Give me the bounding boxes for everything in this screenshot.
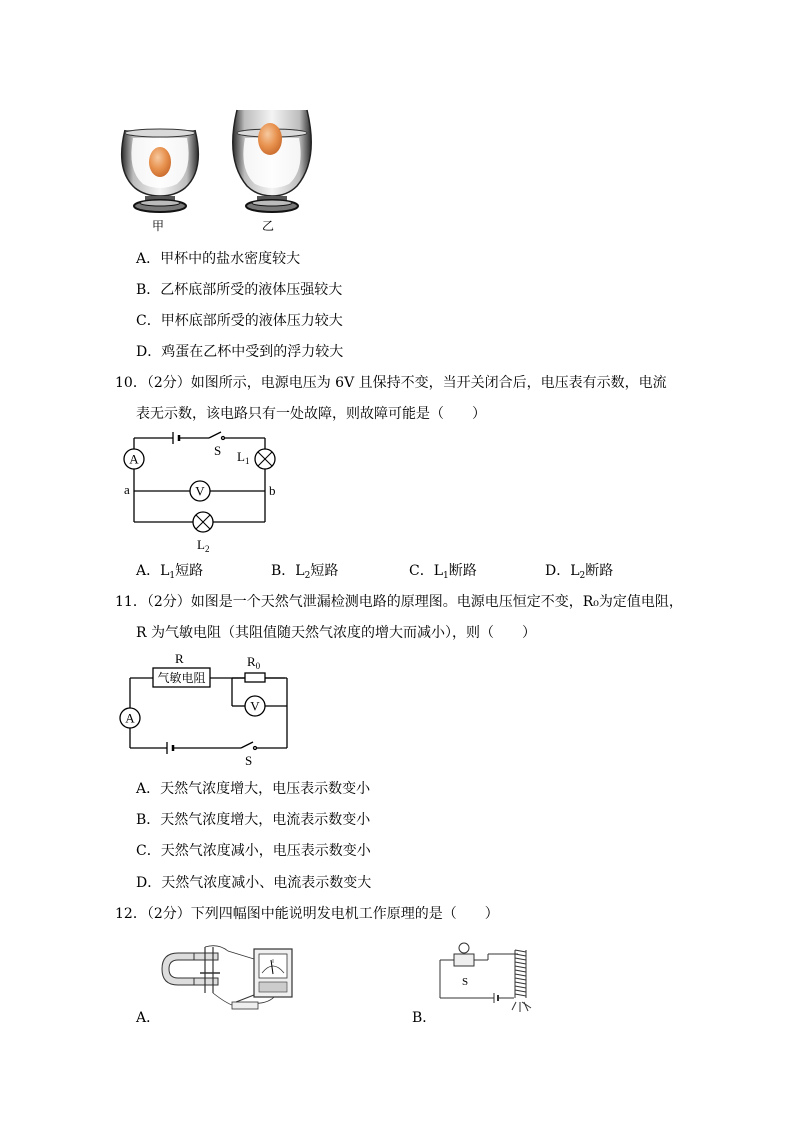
- q10-option-a: A．$L_1$短路: [136, 563, 204, 581]
- bulb: [459, 943, 469, 953]
- q10-voltmeter: [190, 481, 210, 501]
- q10-ammeter-label: A: [129, 451, 139, 467]
- q10-stem-line1: 10．（2分）如图所示，电源电压为 6V 且保持不变，当开关闭合后，电压表有示数，电流: [115, 375, 667, 391]
- q11-switch-blade: [241, 742, 253, 748]
- q10-option-c: C．$L_1$断路: [409, 563, 477, 581]
- cup-yi: [233, 110, 311, 212]
- q11-gas-resistor: [153, 668, 210, 687]
- cup-label-yi: 乙: [262, 219, 275, 233]
- q9-option-a: A．甲杯中的盐水密度较大: [136, 251, 301, 267]
- q11-ammeter: [120, 708, 140, 728]
- cup-label-jia: 甲: [152, 219, 165, 233]
- q11-r0-label: $R_0$: [247, 654, 261, 671]
- q11-ammeter-label: A: [125, 710, 135, 726]
- q10-node-b: b: [269, 483, 276, 498]
- q11-voltmeter-label: V: [250, 698, 260, 714]
- q11-stem-line2: R 为气敏电阻（其阻值随天然气浓度的增大而减小），则（ ）: [136, 625, 536, 641]
- egg-yi: [258, 123, 282, 155]
- q12-option-a-label: A．: [136, 1010, 161, 1026]
- q10-ammeter: [124, 449, 144, 469]
- q9-option-b: B．乙杯底部所受的液体压强较大: [136, 282, 343, 298]
- q10-lamp-l2: [193, 512, 213, 532]
- q9-cups-figure: [115, 100, 315, 235]
- q11-r0-resistor: [245, 673, 265, 682]
- q10-switch-blade: [209, 432, 221, 438]
- q11-gas-resistor-text: 气敏电阻: [157, 671, 206, 685]
- q12-option-b-label: B．: [412, 1010, 437, 1026]
- q9-option-c: C．甲杯底部所受的液体压力较大: [136, 313, 343, 329]
- coil: [512, 950, 531, 1012]
- q10-lamp2-label: $L_2$: [197, 537, 210, 554]
- bulb-holder: [454, 954, 474, 966]
- q9-option-d: D．鸡蛋在乙杯中受到的浮力较大: [136, 344, 344, 360]
- q10-voltmeter-label: V: [195, 483, 205, 499]
- q11-stem-line1: 11．（2分）如图是一个天然气泄漏检测电路的原理图。电源电压恒定不变，R₀为定值电阻，: [115, 594, 683, 610]
- q11-option-d: D．天然气浓度减小、电流表示数变大: [136, 875, 372, 891]
- q10-node-a: a: [124, 482, 130, 497]
- q11-voltmeter: [245, 696, 265, 716]
- q10-option-d: D．$L_2$断路: [545, 563, 614, 581]
- q10-lamp1-label: $L_1$: [237, 449, 250, 466]
- cup-jia: [122, 129, 199, 212]
- q11-switch-label: S: [245, 753, 253, 768]
- q11-circuit-diagram: [115, 648, 295, 773]
- q10-circuit-diagram: [115, 428, 290, 558]
- q12-figure-b-switch-label: S: [462, 976, 469, 988]
- q10-lamp-l1: [255, 449, 275, 469]
- q10-stem-line2: 表无示数，该电路只有一处故障，则故障可能是（ ）: [136, 406, 486, 422]
- q11-option-c: C．天然气浓度减小，电压表示数变小: [136, 843, 371, 859]
- q11-option-a: A．天然气浓度增大，电压表示数变小: [136, 781, 371, 797]
- q12-figure-a: [158, 945, 298, 1017]
- q12-stem: 12．（2分）下列四幅图中能说明发电机工作原理的是（ ）: [115, 906, 499, 922]
- q12-figure-b: [436, 940, 536, 1018]
- egg-jia: [149, 147, 171, 177]
- q10-switch-label: S: [214, 443, 222, 458]
- u-magnet: [162, 953, 218, 985]
- q11-option-b: B．天然气浓度增大，电流表示数变小: [136, 812, 371, 828]
- q11-r-label: R: [175, 651, 184, 666]
- q10-option-b: B．$L_2$短路: [271, 563, 339, 581]
